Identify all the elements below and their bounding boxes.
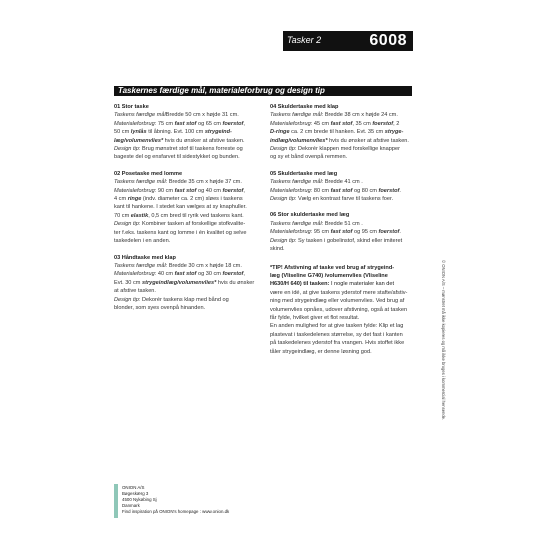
tip-title-line: H630/H 640) til tasken: I nogle materialer kan det (270, 281, 395, 288)
item-line (114, 153, 260, 161)
text-segment: , 2 (393, 120, 400, 127)
text-segment: hvis du ønsker at afstive tasken. (327, 137, 409, 144)
material-term: foerstof (222, 271, 244, 278)
pattern-item (270, 170, 415, 204)
material-term: D-ringe (270, 129, 290, 136)
field-label: Taskens færdige mål (270, 179, 322, 186)
text-segment: : Bredde 35 cm x højde 37 cm. (165, 179, 242, 186)
item-title: 06 Stor skuldertaske med læg (270, 212, 350, 219)
material-term: strygeind- (204, 129, 232, 136)
tip-body-line: tåler strygeindlæg, er denne løsning god. (270, 348, 372, 355)
text-segment: hvis du ønsker at afstive tasken. (163, 137, 245, 144)
text-segment: og 40 cm (196, 187, 223, 194)
item-line (270, 187, 415, 195)
field-label: Materialeforbrug (114, 271, 155, 278)
item-title: 02 Posetaske med lomme (114, 170, 183, 177)
field-label: Materialeforbrug (114, 120, 155, 127)
material-term: fast stof (174, 187, 197, 194)
field-label: Taskens færdige mål (114, 179, 166, 186)
tip-title-line: *TIP! Afstivning af taske ved brug af strygeind- (270, 264, 395, 271)
material-term: foerstof (222, 187, 244, 194)
field-label: Taskens færdige mål (270, 112, 322, 119)
item-line (270, 195, 415, 203)
item-line (114, 279, 260, 287)
tip-body-start: I nogle materialer kan det (329, 281, 395, 288)
item-line (270, 237, 415, 245)
pattern-number: 6008 (369, 32, 407, 49)
item-line (114, 304, 260, 312)
item-line (114, 187, 260, 195)
header-bar (283, 31, 413, 51)
text-segment: og sy et bånd ovenpå remmen. (270, 154, 348, 161)
text-segment: (indv. diameter ca. 2 cm) sløes i taskens (141, 196, 243, 203)
material-term: fast stof (330, 120, 353, 127)
footer-line: Danmark (122, 503, 140, 508)
material-term: stryge- (384, 129, 404, 136)
item-line (270, 111, 415, 119)
text-segment: 70 cm (114, 212, 131, 219)
tip-body-line: En anden mulighed for at give tasken fylde: Klip et lag (270, 323, 404, 330)
tip-body-line: ning med strygeindlæg eller volumenvlies. Ved brug af (270, 298, 405, 305)
item-line (114, 262, 260, 270)
text-segment: og 65 cm (196, 120, 223, 127)
item-line (270, 178, 415, 186)
text-segment: : Sy tasken i gobelinstof, skind eller imiteret (294, 237, 403, 244)
field-label: Design tip (114, 146, 139, 153)
text-segment: , 35 cm (352, 120, 373, 127)
item-line (114, 237, 260, 245)
pattern-item (270, 211, 415, 253)
item-title: 04 Skuldertaske med klap (270, 104, 339, 110)
text-segment: : Brug mønstret stof til taskens forreste og (138, 146, 243, 153)
field-label: Design tip (270, 237, 295, 244)
tip-block (270, 264, 415, 356)
item-line (114, 287, 260, 295)
section-title-bar (114, 86, 412, 96)
item-title: 03 Håndtaske med klap (114, 254, 176, 261)
item-line (270, 137, 415, 145)
text-segment: og 80 cm (352, 187, 379, 194)
item-line (270, 145, 415, 153)
copyright-notice (440, 260, 448, 530)
text-segment: 4 cm (114, 196, 128, 203)
text-segment: 50 cm (114, 129, 131, 136)
material-term: indlæg/volumenvlies* (270, 137, 328, 144)
left-column (114, 103, 260, 320)
text-segment: . (399, 229, 401, 236)
text-segment: : Bredde 51 cm . (321, 220, 363, 227)
text-segment: : 75 cm (154, 120, 175, 127)
pattern-item (114, 170, 260, 246)
item-line (114, 145, 260, 153)
material-term: fast stof (174, 120, 197, 127)
item-line (114, 120, 260, 128)
item-line (270, 228, 415, 236)
copyright-text: © ONION A/S – mønstret må ikke kopieres og må ikke bruges i kommercial hensende. (441, 260, 446, 421)
item-line (270, 220, 415, 228)
footer-line: ONION A/S (122, 485, 145, 490)
pattern-item (114, 103, 260, 162)
text-segment: : Dekorér klappen med forskellige knapper (294, 146, 400, 153)
tip-body-line: være en idé, at give taskens yderstof mere stafte/afstiv- (270, 289, 408, 296)
item-line (270, 245, 415, 253)
field-label: Materialeforbrug (270, 187, 311, 194)
right-column (270, 103, 415, 356)
item-line (270, 120, 415, 128)
pattern-item (114, 254, 260, 313)
text-segment: skind. (270, 246, 285, 253)
field-label: Materialeforbrug (114, 187, 155, 194)
material-term: lynlås (130, 129, 147, 136)
item-line (114, 229, 260, 237)
text-segment: kant til hankene. I stedet kan vælges at sy knaphuller. (114, 204, 247, 211)
item-line (114, 270, 260, 278)
field-label: Materialeforbrug (270, 120, 311, 127)
material-term: foerstof (378, 187, 400, 194)
material-term: strygeindlæg/volumenvlies* (141, 279, 217, 286)
section-title: Taskernes færdige mål, materialeforbrug og design tip (118, 86, 325, 95)
text-segment: ter f.eks. taskens kant og lomme i én kvalitet og selve (114, 229, 247, 236)
text-segment: : Dekorér taskens klap med bånd og (138, 296, 229, 303)
text-segment: bageste del og ensfarvet til sidestykket og bunden. (114, 154, 240, 161)
text-segment: Bredde 50 cm x højde 31 cm. (165, 112, 239, 119)
item-line (114, 203, 260, 211)
field-label: Taskens færdige mål (114, 112, 166, 119)
text-segment: : 40 cm (154, 271, 175, 278)
text-segment: til åbning. Evt. 100 cm (146, 129, 205, 136)
text-segment: . (399, 187, 401, 194)
field-label: Design tip (270, 146, 295, 153)
text-segment: : Vælg en kontrast farve til taskens foer. (294, 196, 394, 203)
field-label: Design tip (270, 196, 295, 203)
item-line (114, 220, 260, 228)
text-segment: : 90 cm (154, 187, 175, 194)
footer-line: 4500 Nykøbing Sj (122, 497, 157, 502)
text-segment: : 80 cm (310, 187, 331, 194)
text-segment: : 45 cm (310, 120, 331, 127)
field-label: Taskens færdige mål (114, 262, 166, 269)
item-line (114, 111, 260, 119)
item-line (114, 212, 260, 220)
item-line (114, 296, 260, 304)
header-label: Tasker 2 (287, 35, 322, 45)
field-label: Materialeforbrug (270, 229, 311, 236)
text-segment: : 95 cm (310, 229, 331, 236)
footer-line: Bøgeskærg 3 (122, 491, 149, 496)
text-segment: Evt. 30 cm (114, 279, 142, 286)
right-items (270, 103, 415, 254)
footer-address (122, 485, 229, 515)
item-line (270, 153, 415, 161)
tip-body-line: på taskedelenes yderstof fra vrangen. Hvis stoffet ikke (270, 340, 405, 347)
text-segment: , 0,5 cm bred til ryrik ved taskens kant. (148, 212, 244, 219)
material-term: læg/volumenvlies* (114, 137, 164, 144)
material-term: foerstof (222, 120, 244, 127)
tip-body-line: plastevat i taskedelenes størrelse, sy det fast i kanten (270, 331, 403, 338)
text-segment: ca. 2 cm brede til hanken. Evt. 35 cm (289, 129, 385, 136)
tip-body-line: får fylde, hvilket giver et flot resultat. (270, 314, 360, 321)
text-segment: , (243, 271, 245, 278)
footer-line: Find inspiration på ONION's homepage : www.onion.dk (122, 509, 230, 514)
tip-title-line: læg (Vliseline G740) /volumenvlies (Vliseline (270, 272, 388, 279)
text-segment: : Bredde 41 cm . (321, 179, 363, 186)
text-segment: : Bredde 38 cm x højde 24 cm. (321, 112, 398, 119)
material-term: fast stof (330, 187, 353, 194)
field-label: Taskens færdige mål (270, 220, 322, 227)
text-segment: hvis du ønsker (216, 279, 255, 286)
item-title: 01 Stor taske (114, 104, 149, 110)
material-term: elastik (130, 212, 149, 219)
item-line (114, 137, 260, 145)
field-label: Design tip (114, 221, 139, 228)
field-label: Design tip (114, 296, 139, 303)
item-line (114, 128, 260, 136)
text-segment: , (243, 187, 245, 194)
material-term: fast stof (174, 271, 197, 278)
text-segment: at afstive tasken. (114, 288, 156, 295)
item-title: 05 Skuldertaske med læg (270, 170, 338, 177)
item-line (114, 178, 260, 186)
tip-body (270, 289, 415, 356)
text-segment: og 95 cm (352, 229, 379, 236)
text-segment: blonder, som syes ovenpå hinanden. (114, 304, 206, 311)
text-segment: taskedelen i en anden. (114, 238, 171, 245)
text-segment: : Bredde 30 cm x højde 18 cm. (165, 262, 242, 269)
item-line (270, 128, 415, 136)
material-term: foerstof (378, 229, 400, 236)
text-segment: , (243, 120, 245, 127)
tip-title (270, 264, 415, 289)
material-term: fast stof (330, 229, 353, 236)
material-term: foerstof (372, 120, 394, 127)
material-term: ringe (127, 196, 142, 203)
item-line (114, 195, 260, 203)
text-segment: og 30 cm (196, 271, 223, 278)
tip-body-line: volumenvlies opnåes, udover afstivning, også at tasken (270, 306, 408, 313)
pattern-item (270, 103, 415, 162)
footer-accent-bar (114, 484, 118, 518)
text-segment: : Kombiner tasken af forskellige stofkvalite- (138, 221, 246, 228)
